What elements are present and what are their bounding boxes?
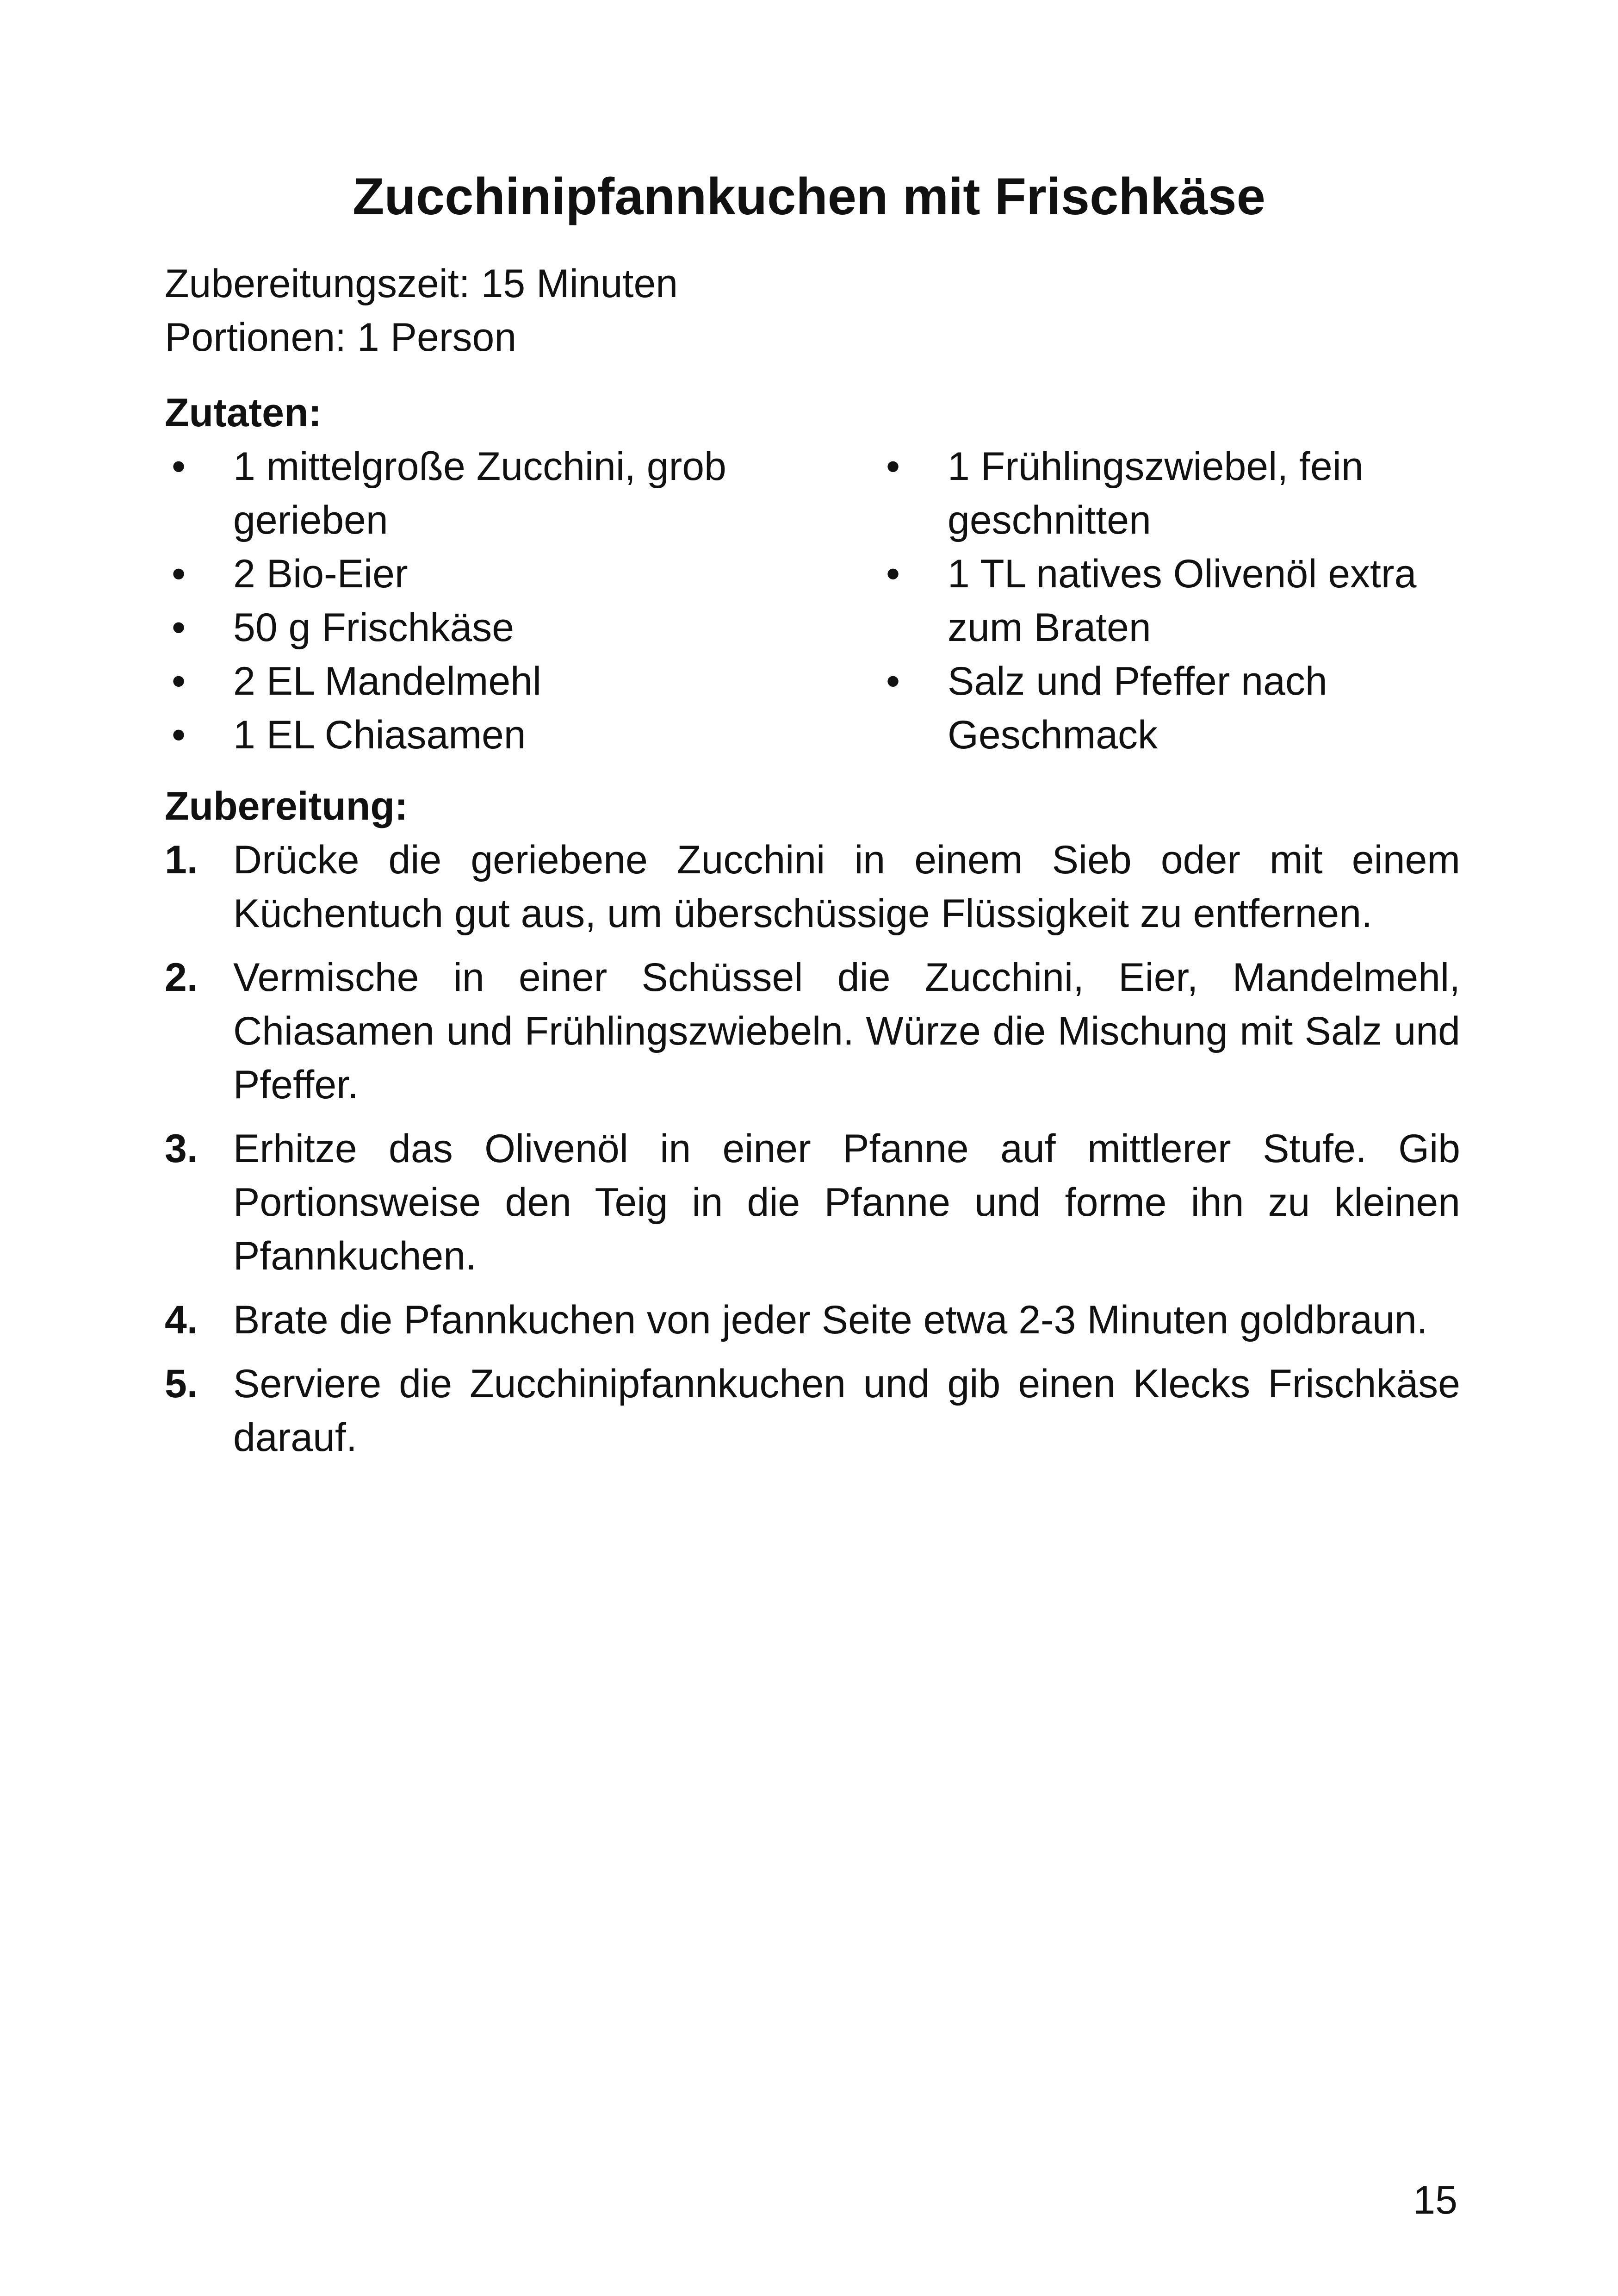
ingredient-item <box>879 547 1457 654</box>
step-item <box>165 1357 1460 1464</box>
ingredient-text: 2 EL Mandelmehl <box>233 659 542 703</box>
ingredient-item <box>879 654 1457 762</box>
ingredient-item <box>165 601 794 654</box>
step-text: Drücke die geriebene Zucchini in einem Sieb oder mit einem Küchentuch gut aus, um überschüssige Flüssigkeit zu entfernen. <box>233 838 1460 936</box>
bullet-icon: • <box>886 444 900 489</box>
ingredient-item <box>165 654 794 708</box>
step-text: Erhitze das Olivenöl in einer Pfanne auf mittlerer Stufe. Gib Portionsweise den Teig in die Pfanne und forme ihn zu kleinen Pfannkuchen. <box>233 1126 1460 1278</box>
step-item <box>165 1293 1460 1347</box>
step-number: 3. <box>165 1126 198 1171</box>
ingredient-item <box>879 440 1457 547</box>
step-number: 4. <box>165 1298 198 1342</box>
ingredient-text: Salz und Pfeffer nach Geschmack <box>948 659 1327 757</box>
step-text: Brate die Pfannkuchen von jeder Seite etwa 2-3 Minuten goldbraun. <box>233 1298 1428 1342</box>
step-text: Vermische in einer Schüssel die Zucchini, Eier, Mandelmehl, Chiasamen und Frühlingszwiebeln. Würze die Mischung mit Salz und Pfeffer. <box>233 955 1460 1107</box>
step-number: 1. <box>165 838 198 882</box>
bullet-icon: • <box>171 552 186 596</box>
recipe-title: Zucchinipfannkuchen mit Frischkäse <box>353 168 1265 225</box>
step-item <box>165 1122 1460 1283</box>
bullet-icon: • <box>886 659 900 703</box>
ingredient-text: 1 mittelgroße Zucchini, grob gerieben <box>233 444 726 542</box>
bullet-icon: • <box>171 444 186 489</box>
ingredients-list-right <box>879 440 1457 762</box>
servings: Portionen: 1 Person <box>165 315 517 360</box>
preparation-steps <box>165 833 1460 1475</box>
ingredient-item <box>165 547 794 601</box>
ingredient-text: 1 EL Chiasamen <box>233 713 526 757</box>
ingredient-text: 50 g Frischkäse <box>233 605 515 650</box>
step-item <box>165 951 1460 1112</box>
ingredient-item <box>165 440 794 547</box>
step-number: 2. <box>165 955 198 1000</box>
step-item <box>165 833 1460 940</box>
ingredient-item <box>165 708 794 762</box>
bullet-icon: • <box>171 605 186 650</box>
step-text: Serviere die Zucchinipfannkuchen und gib einen Klecks Frischkäse darauf. <box>233 1362 1460 1460</box>
bullet-icon: • <box>171 713 186 757</box>
preparation-heading: Zubereitung: <box>165 784 408 828</box>
ingredient-text: 1 TL natives Olivenöl extra zum Braten <box>948 552 1417 650</box>
ingredient-text: 1 Frühlingszwiebel, fein geschnitten <box>948 444 1364 542</box>
ingredients-heading: Zutaten: <box>165 391 322 435</box>
ingredient-text: 2 Bio-Eier <box>233 552 408 596</box>
page-number: 15 <box>1413 2178 1457 2222</box>
bullet-icon: • <box>886 552 900 596</box>
bullet-icon: • <box>171 659 186 703</box>
step-number: 5. <box>165 1362 198 1406</box>
ingredients-list-left <box>165 440 794 762</box>
prep-time: Zubereitungszeit: 15 Minuten <box>165 261 678 306</box>
